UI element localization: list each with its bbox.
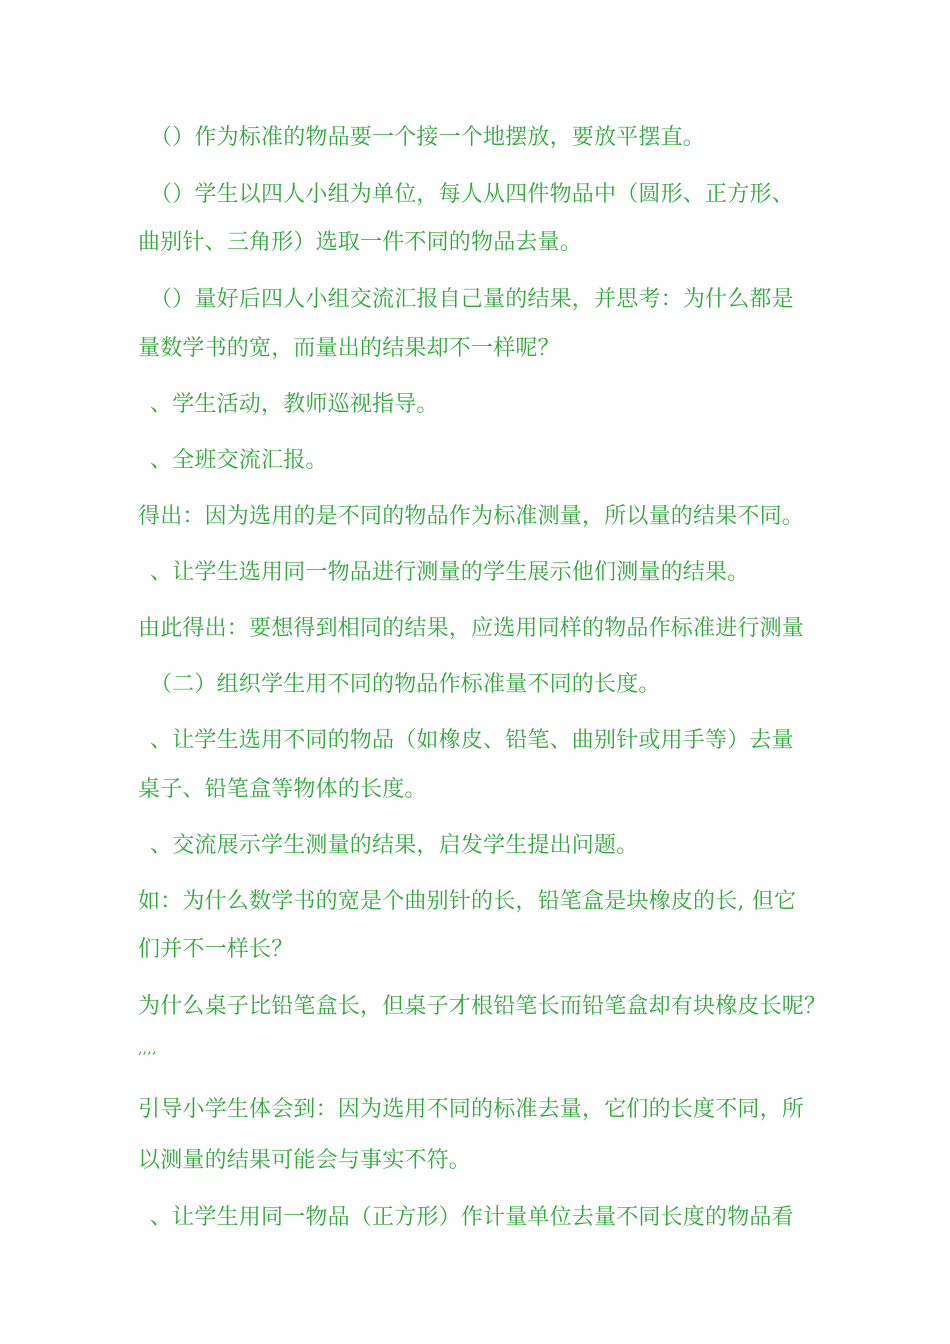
text-line: 、让学生用同一物品（正方形）作计量单位去量不同长度的物品看 bbox=[150, 1205, 794, 1230]
text-line: 由此得出：要想得到相同的结果，应选用同样的物品作标准进行测量 bbox=[138, 616, 805, 641]
text-line: （二）组织学生用不同的物品作标准量不同的长度。 bbox=[150, 672, 661, 697]
text-line: （）作为标准的物品要一个接一个地摆放，要放平摆直。 bbox=[150, 125, 706, 150]
text-line: 引导小学生体会到：因为选用不同的标准去量，它们的长度不同，所 bbox=[138, 1097, 805, 1122]
text-line: 为什么桌子比铅笔盒长，但桌子才根铅笔长而铅笔盒却有块橡皮长呢？ bbox=[138, 994, 827, 1019]
text-line: 得出：因为选用的是不同的物品作为标准测量，所以量的结果不同。 bbox=[138, 504, 805, 529]
text-line: 如：为什么数学书的宽是个曲别针的长，铅笔盒是块橡皮的长, 但它 bbox=[138, 889, 797, 914]
text-line: 、交流展示学生测量的结果，启发学生提出问题。 bbox=[150, 833, 639, 858]
text-line: （）量好后四人小组交流汇报自己量的结果，并思考：为什么都是 bbox=[150, 287, 794, 312]
text-line: 量数学书的宽，而量出的结果却不一样呢？ bbox=[138, 336, 560, 361]
text-line: 们并不一样长？ bbox=[138, 937, 294, 962]
text-line: 、让学生选用不同的物品（如橡皮、铅笔、曲别针或用手等）去量 bbox=[150, 728, 794, 753]
text-line: （）学生以四人小组为单位，每人从四件物品中（圆形、正方形、 bbox=[150, 182, 794, 207]
text-line: 曲别针、三角形）选取一件不同的物品去量。 bbox=[138, 230, 583, 255]
text-line: 、全班交流汇报。 bbox=[150, 448, 328, 473]
text-line: 、学生活动，教师巡视指导。 bbox=[150, 392, 439, 417]
text-line: ,,,, bbox=[138, 1041, 157, 1057]
text-line: 以测量的结果可能会与事实不符。 bbox=[138, 1148, 472, 1173]
text-line: 、让学生选用同一物品进行测量的学生展示他们测量的结果。 bbox=[150, 560, 750, 585]
text-line: 桌子、铅笔盒等物体的长度。 bbox=[138, 777, 427, 802]
